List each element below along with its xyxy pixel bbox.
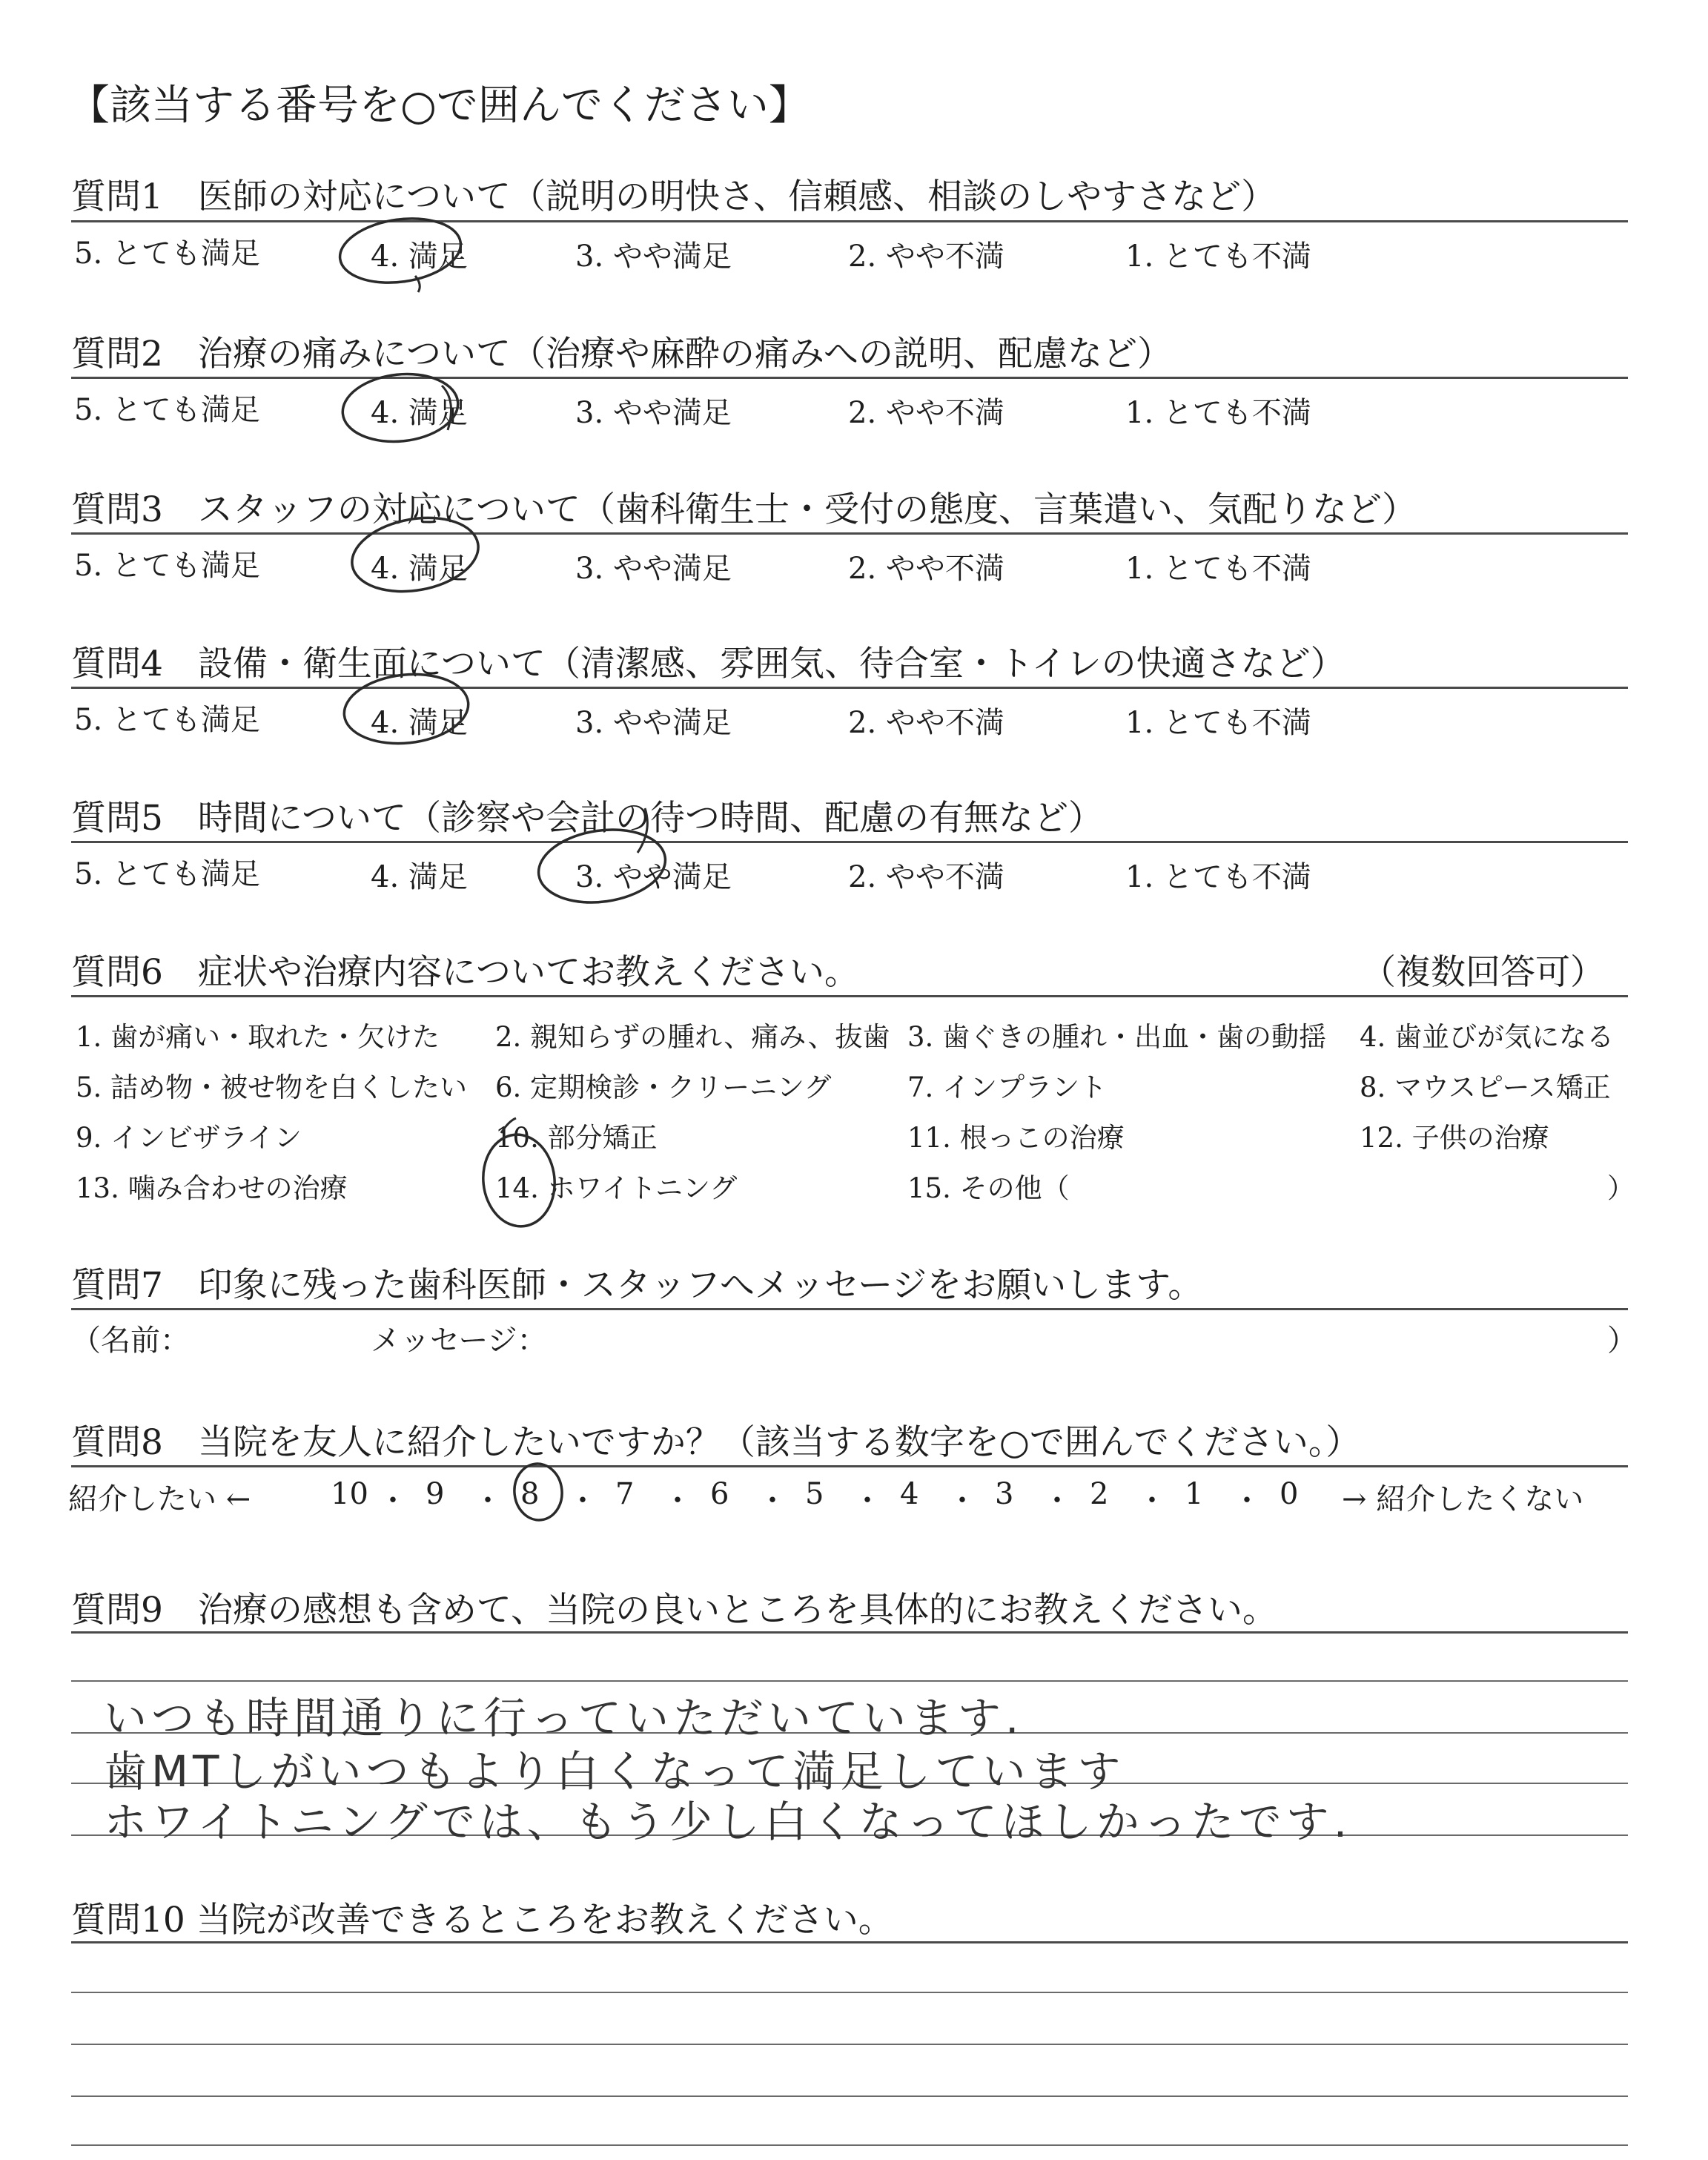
- q6-option-6[interactable]: 6. 定期検診・クリーニング: [495, 1071, 832, 1103]
- answer-line: [71, 1992, 1628, 1993]
- answer-line: [71, 1680, 1628, 1682]
- question-8-rule: [71, 1465, 1628, 1467]
- q6-option-12[interactable]: 12. 子供の治療: [1360, 1122, 1549, 1154]
- q8-scale-value-2[interactable]: 2: [1090, 1477, 1109, 1511]
- q6-option-11[interactable]: 11. 根っこの治療: [907, 1122, 1125, 1154]
- q4-option-1[interactable]: 1. とても不満: [1125, 706, 1311, 740]
- q8-scale-value-0[interactable]: 0: [1280, 1477, 1299, 1511]
- question-1-title: 質問1 医師の対応について（説明の明快さ、信頼感、相談のしやすさなど）: [71, 176, 1277, 217]
- q3-option-3[interactable]: 3. やや満足: [575, 552, 732, 586]
- q4-option-4[interactable]: 4. 満足: [371, 706, 468, 740]
- question-7-title: 質問7 印象に残った歯科医師・スタッフへメッセージをお願いします。: [71, 1265, 1203, 1306]
- q6-option-4[interactable]: 4. 歯並びが気になる: [1360, 1021, 1615, 1053]
- q2-option-5[interactable]: 5. とても満足: [74, 393, 260, 427]
- q9-handwritten-line-1[interactable]: いつも時間通りに行っていただいています.: [104, 1693, 1024, 1743]
- q1-option-1[interactable]: 1. とても不満: [1125, 240, 1311, 274]
- question-9-title: 質問9 治療の感想も含めて、当院の良いところを具体的にお教えください。: [71, 1590, 1277, 1631]
- q5-option-3[interactable]: 3. やや満足: [575, 860, 732, 894]
- q2-option-3[interactable]: 3. やや満足: [575, 396, 732, 430]
- q1-option-3[interactable]: 3. やや満足: [575, 240, 732, 274]
- q6-option-5[interactable]: 5. 詰め物・被せ物を白くしたい: [76, 1071, 468, 1103]
- q8-scale-separator: ・: [568, 1484, 598, 1518]
- q6-option-15[interactable]: 15. その他（: [907, 1172, 1070, 1204]
- question-9-rule: [71, 1631, 1628, 1634]
- question-8-title: 質問8 当院を友人に紹介したいですか？（該当する数字を○で囲んでください。）: [71, 1422, 1361, 1463]
- q8-scale-value-4[interactable]: 4: [900, 1477, 919, 1511]
- q8-scale-separator: ・: [663, 1484, 692, 1518]
- q2-option-1[interactable]: 1. とても不満: [1125, 396, 1311, 430]
- question-4-title: 質問4 設備・衛生面について（清潔感、雰囲気、待合室・トイレの快適さなど）: [71, 644, 1345, 684]
- q8-left-label: 紹介したい ←: [68, 1482, 251, 1516]
- q9-handwritten-line-2[interactable]: 歯MTしがいつもより白くなって満足しています: [104, 1746, 1125, 1797]
- answer-line: [71, 2095, 1628, 2097]
- question-7-rule: [71, 1308, 1628, 1310]
- q8-right-label: → 紹介したくない: [1342, 1482, 1584, 1516]
- q8-scale-value-1[interactable]: 1: [1185, 1477, 1204, 1511]
- q2-option-4[interactable]: 4. 満足: [371, 396, 468, 430]
- q4-option-3[interactable]: 3. やや満足: [575, 706, 732, 740]
- q8-scale-separator: ・: [473, 1484, 503, 1518]
- q8-scale-value-7[interactable]: 7: [615, 1477, 635, 1511]
- q2-option-2[interactable]: 2. やや不満: [848, 396, 1004, 430]
- q6-other-close-paren: ）: [1607, 1172, 1635, 1204]
- q8-scale-separator: ・: [378, 1484, 408, 1518]
- q5-option-5[interactable]: 5. とても満足: [74, 857, 260, 891]
- answer-line: [71, 2144, 1628, 2146]
- q8-scale-value-8[interactable]: 8: [520, 1477, 540, 1511]
- q7-message-label: メッセージ：: [371, 1324, 547, 1358]
- q3-option-1[interactable]: 1. とても不満: [1125, 552, 1311, 586]
- q4-option-2[interactable]: 2. やや不満: [848, 706, 1004, 740]
- q8-scale-separator: ・: [1137, 1484, 1167, 1518]
- q4-option-5[interactable]: 5. とても満足: [74, 703, 260, 737]
- question-2-rule: [71, 377, 1628, 379]
- q9-handwritten-line-3[interactable]: ホワイトニングでは、もう少し白くなってほしかったです.: [104, 1797, 1352, 1847]
- q8-scale-value-3[interactable]: 3: [995, 1477, 1014, 1511]
- q3-option-4[interactable]: 4. 満足: [371, 552, 468, 586]
- question-6-title: 質問6 症状や治療内容についてお教えください。: [71, 952, 859, 993]
- question-3-rule: [71, 532, 1628, 535]
- q8-scale-value-9[interactable]: 9: [426, 1477, 445, 1511]
- q8-scale-value-6[interactable]: 6: [710, 1477, 729, 1511]
- q8-scale-separator: ・: [947, 1484, 977, 1518]
- q1-option-5[interactable]: 5. とても満足: [74, 237, 260, 271]
- q3-option-2[interactable]: 2. やや不満: [848, 552, 1004, 586]
- q1-option-4[interactable]: 4. 満足: [371, 240, 468, 274]
- question-4-rule: [71, 687, 1628, 689]
- q7-name-label: （名前：: [71, 1324, 190, 1358]
- q6-option-9[interactable]: 9. インビザライン: [76, 1122, 302, 1154]
- q6-option-13[interactable]: 13. 噛み合わせの治療: [76, 1172, 348, 1204]
- q6-option-2[interactable]: 2. 親知らずの腫れ、痛み、抜歯: [495, 1021, 890, 1053]
- q8-scale-separator: ・: [1042, 1484, 1072, 1518]
- q5-option-4[interactable]: 4. 満足: [371, 860, 468, 894]
- q6-option-7[interactable]: 7. インプラント: [907, 1071, 1108, 1103]
- q8-scale-separator: ・: [758, 1484, 787, 1518]
- question-10-title: 質問10 当院が改善できるところをお教えください。: [71, 1900, 893, 1941]
- q8-scale-value-5[interactable]: 5: [805, 1477, 824, 1511]
- q8-scale-separator: ・: [1232, 1484, 1262, 1518]
- question-1-rule: [71, 220, 1628, 222]
- question-6-rule: [71, 995, 1628, 997]
- q8-scale-separator: ・: [853, 1484, 882, 1518]
- question-2-title: 質問2 治療の痛みについて（治療や麻酔の痛みへの説明、配慮など）: [71, 334, 1173, 374]
- question-5-title: 質問5 時間について（診察や会計の待つ時間、配慮の有無など）: [71, 798, 1103, 839]
- page-title: 【該当する番号を○で囲んでください】: [68, 82, 810, 130]
- q6-option-3[interactable]: 3. 歯ぐきの腫れ・出血・歯の動揺: [907, 1021, 1327, 1053]
- q6-option-1[interactable]: 1. 歯が痛い・取れた・欠けた: [76, 1021, 440, 1053]
- q5-option-2[interactable]: 2. やや不満: [848, 860, 1004, 894]
- q6-option-8[interactable]: 8. マウスピース矯正: [1360, 1071, 1611, 1103]
- answer-line: [71, 2044, 1628, 2045]
- q6-option-10[interactable]: 10. 部分矯正: [495, 1122, 658, 1154]
- q6-option-14[interactable]: 14. ホワイトニング: [495, 1172, 738, 1204]
- q5-option-1[interactable]: 1. とても不満: [1125, 860, 1311, 894]
- question-6-note: （複数回答可）: [1361, 952, 1605, 993]
- question-3-title: 質問3 スタッフの対応について（歯科衛生士・受付の態度、言葉遣い、気配りなど）: [71, 489, 1417, 530]
- q8-scale-value-10[interactable]: 10: [331, 1477, 368, 1511]
- question-5-rule: [71, 841, 1628, 843]
- q3-option-5[interactable]: 5. とても満足: [74, 549, 260, 583]
- q1-option-2[interactable]: 2. やや不満: [848, 240, 1004, 274]
- question-10-rule: [71, 1941, 1628, 1943]
- q7-close-paren: ）: [1607, 1324, 1637, 1358]
